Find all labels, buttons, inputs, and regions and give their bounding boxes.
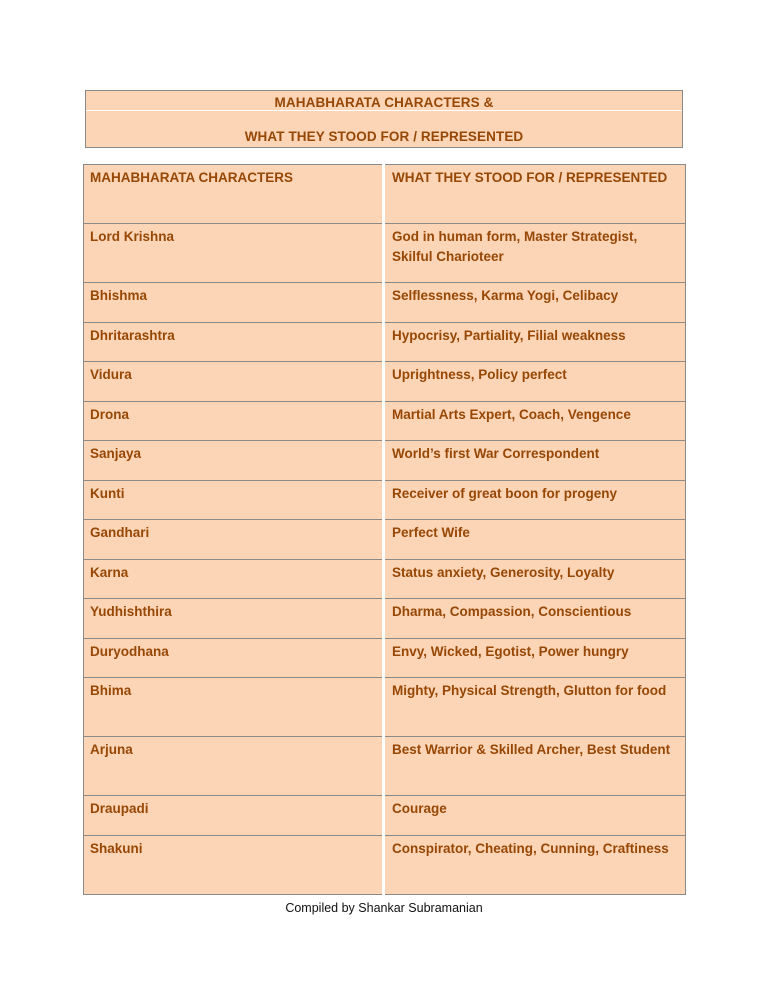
character-name: Yudhishthira bbox=[84, 599, 384, 639]
table-row bbox=[84, 678, 686, 737]
character-name: Bhima bbox=[84, 678, 384, 737]
character-represents: Receiver of great boon for progeny bbox=[384, 481, 686, 520]
character-represents: Martial Arts Expert, Coach, Vengence bbox=[384, 402, 686, 441]
character-name: Drona bbox=[84, 402, 384, 441]
header-character: MAHABHARATA CHARACTERS bbox=[84, 165, 384, 224]
header-represents: WHAT THEY STOOD FOR / REPRESENTED bbox=[384, 165, 686, 224]
character-name: Shakuni bbox=[84, 836, 384, 895]
character-represents: God in human form, Master Strategist, Skilful Charioteer bbox=[384, 224, 686, 283]
table-row bbox=[84, 599, 686, 639]
table-row bbox=[84, 836, 686, 895]
character-name: Duryodhana bbox=[84, 639, 384, 678]
character-name: Sanjaya bbox=[84, 441, 384, 481]
title-box bbox=[85, 90, 683, 148]
character-name: Karna bbox=[84, 560, 384, 599]
character-represents: Best Warrior & Skilled Archer, Best Student bbox=[384, 737, 686, 796]
characters-table bbox=[83, 164, 686, 895]
character-represents: Selflessness, Karma Yogi, Celibacy bbox=[384, 283, 686, 323]
footer-credit: Compiled by Shankar Subramanian bbox=[285, 901, 483, 915]
table-row bbox=[84, 441, 686, 481]
character-represents: Envy, Wicked, Egotist, Power hungry bbox=[384, 639, 686, 678]
character-name: Kunti bbox=[84, 481, 384, 520]
title-line-2: WHAT THEY STOOD FOR / REPRESENTED bbox=[244, 129, 524, 144]
character-name: Dhritarashtra bbox=[84, 323, 384, 362]
character-name: Draupadi bbox=[84, 796, 384, 836]
table-row bbox=[84, 796, 686, 836]
character-represents: Mighty, Physical Strength, Glutton for food bbox=[384, 678, 686, 737]
character-represents: Status anxiety, Generosity, Loyalty bbox=[384, 560, 686, 599]
character-represents: Uprightness, Policy perfect bbox=[384, 362, 686, 402]
table-row bbox=[84, 402, 686, 441]
table-row bbox=[84, 639, 686, 678]
table-row bbox=[84, 362, 686, 402]
title-line-1: MAHABHARATA CHARACTERS & bbox=[274, 95, 494, 110]
table-row bbox=[84, 283, 686, 323]
table-row bbox=[84, 481, 686, 520]
character-name: Vidura bbox=[84, 362, 384, 402]
character-name: Lord Krishna bbox=[84, 224, 384, 283]
table-row bbox=[84, 520, 686, 560]
character-represents: Conspirator, Cheating, Cunning, Craftiness bbox=[384, 836, 686, 895]
character-represents: Hypocrisy, Partiality, Filial weakness bbox=[384, 323, 686, 362]
table-row bbox=[84, 560, 686, 599]
character-represents: Perfect Wife bbox=[384, 520, 686, 560]
table-header-row bbox=[84, 165, 686, 224]
character-name: Bhishma bbox=[84, 283, 384, 323]
character-name: Arjuna bbox=[84, 737, 384, 796]
character-represents: Dharma, Compassion, Conscientious bbox=[384, 599, 686, 639]
character-represents: Courage bbox=[384, 796, 686, 836]
table-row bbox=[84, 323, 686, 362]
table-row bbox=[84, 737, 686, 796]
table-row bbox=[84, 224, 686, 283]
title-divider bbox=[86, 110, 682, 111]
character-name: Gandhari bbox=[84, 520, 384, 560]
character-represents: World’s first War Correspondent bbox=[384, 441, 686, 481]
